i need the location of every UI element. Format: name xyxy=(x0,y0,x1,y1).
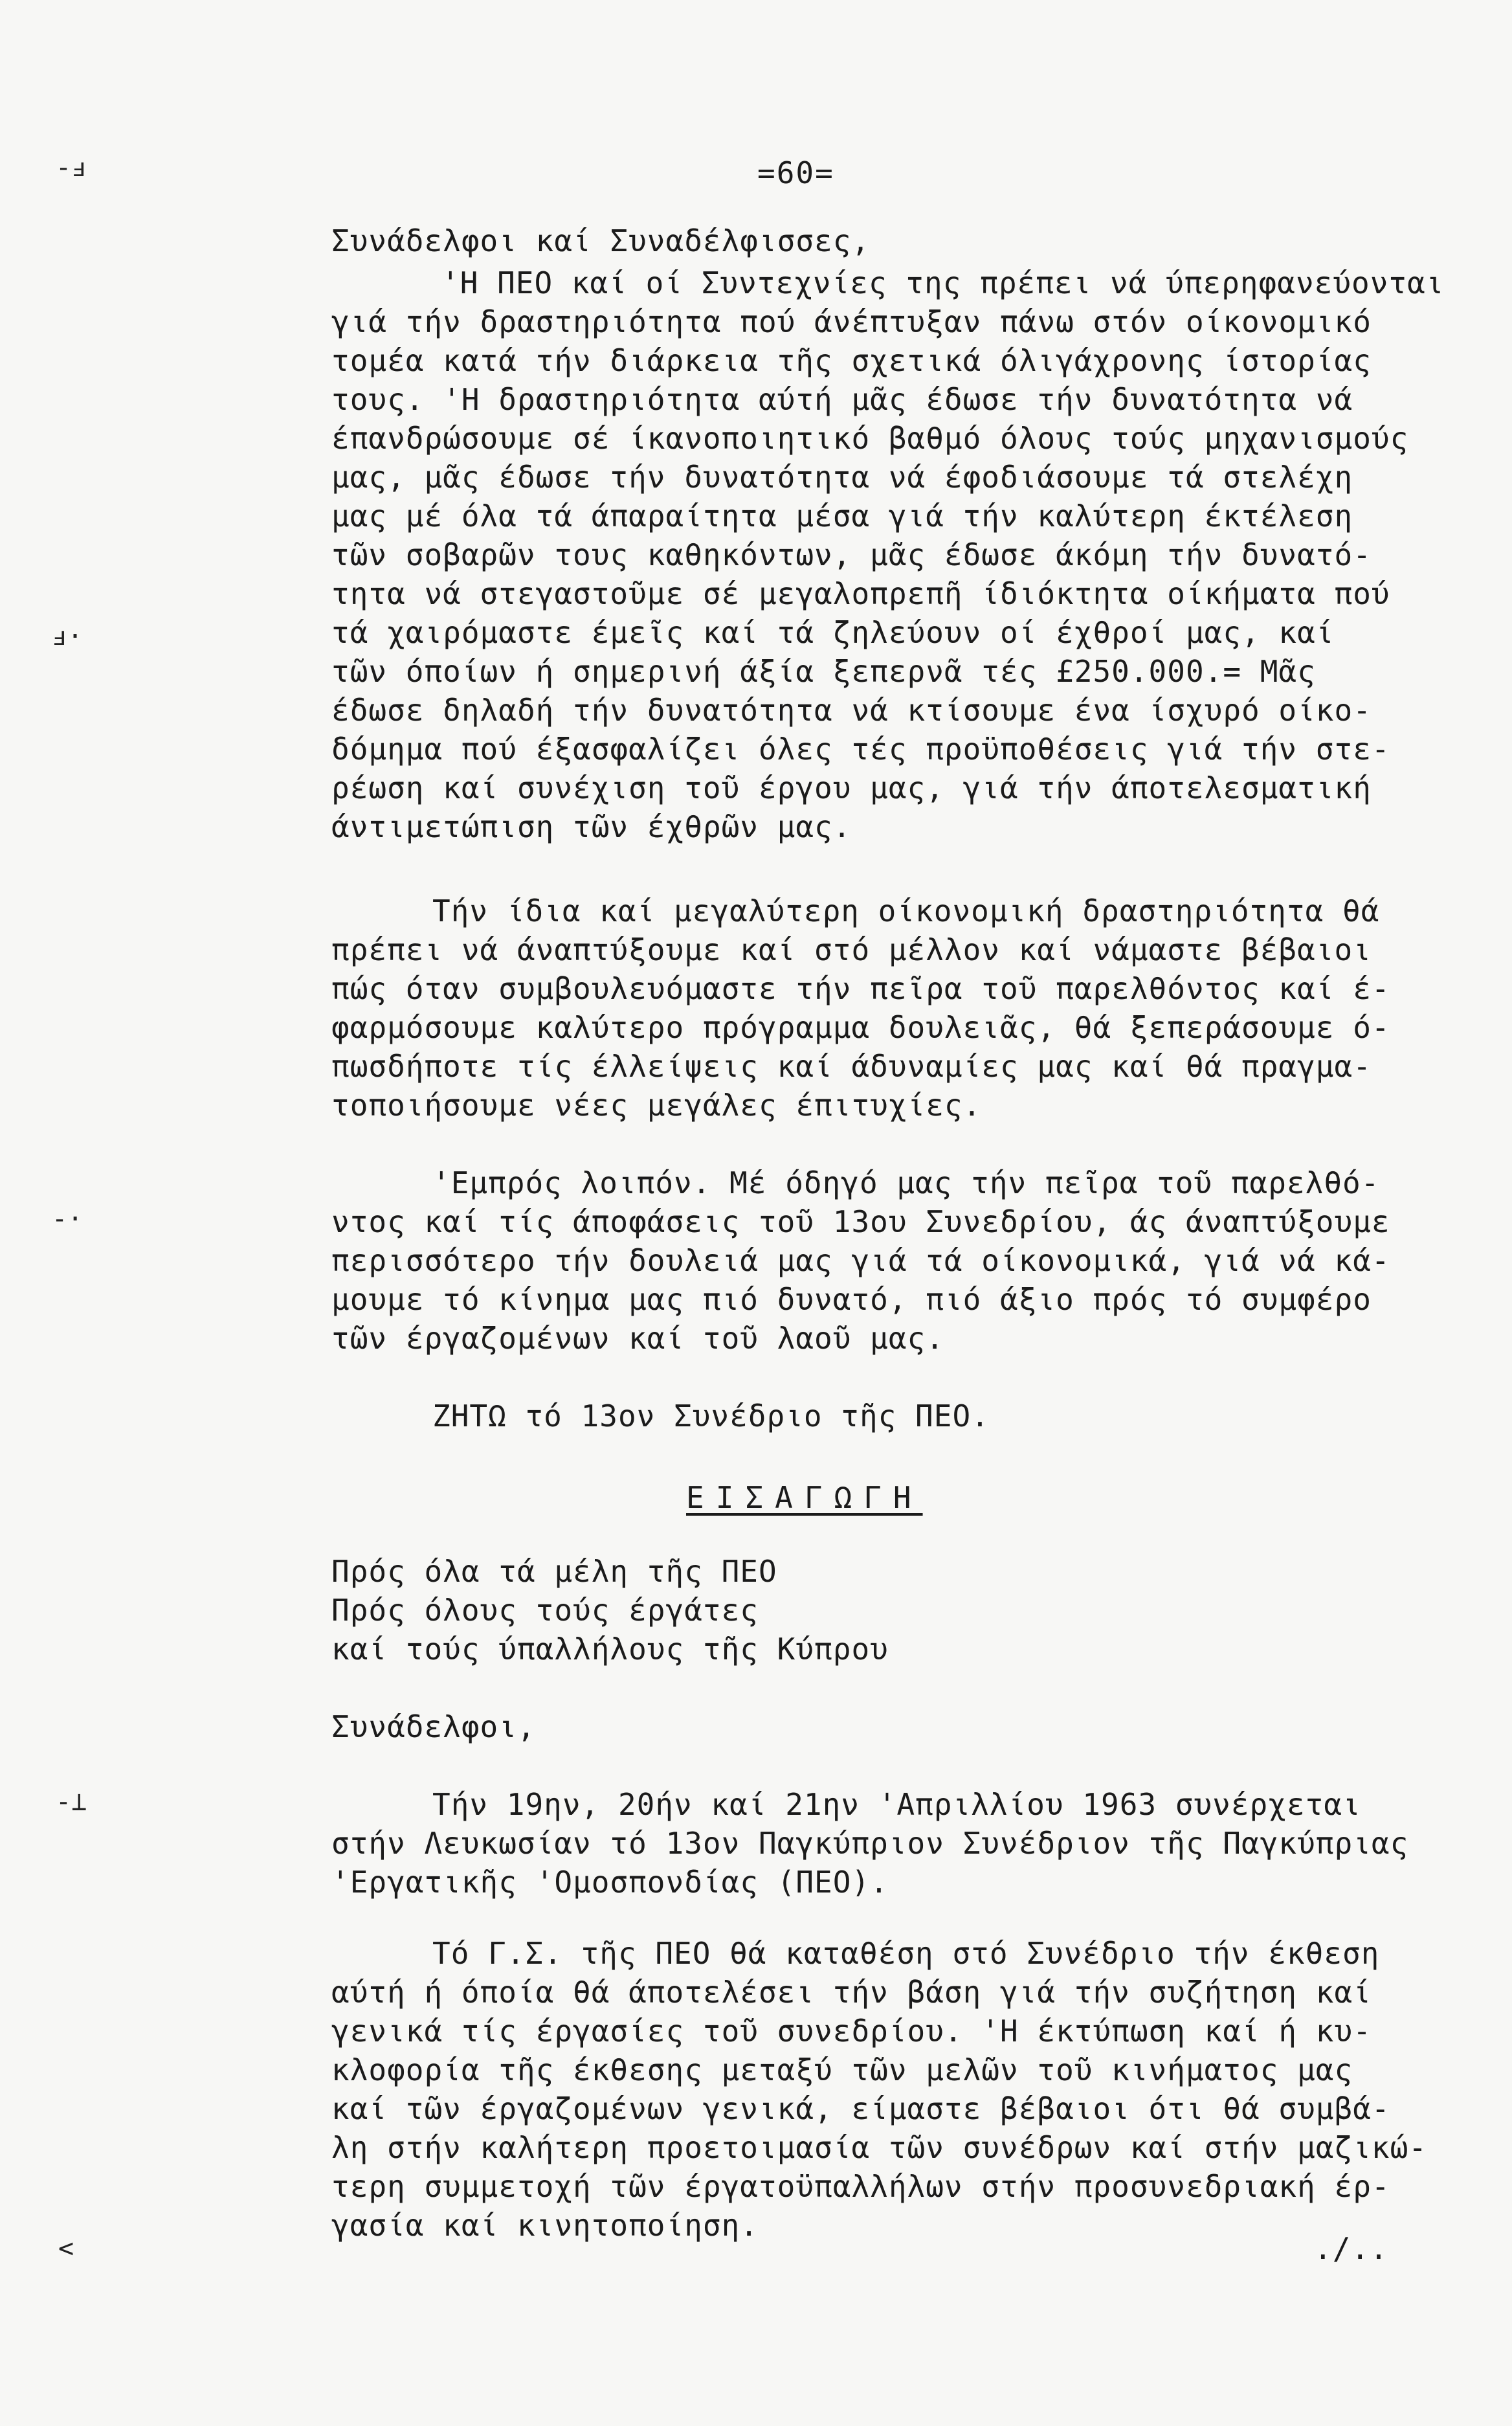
paragraph-3-line: μουμε τό κίνημα μας πιό δυνατό, πιό άξιο πρός τό συμφέρο xyxy=(331,1282,1372,1317)
address-line: Πρός όλους τούς έργάτες xyxy=(331,1593,759,1628)
paragraph-2-line: πωσδήποτε τίς έλλείψεις καί άδυναμίες μας καί θά πραγμα- xyxy=(331,1049,1372,1084)
paragraph-5-line: τερη συμμετοχή τῶν έργατοϋπαλλήλων στήν προσυνεδριακή έρ- xyxy=(331,2169,1390,2204)
address-line: Πρός όλα τά μέλη τῆς ΠΕΟ xyxy=(331,1554,777,1589)
paragraph-2-line: πώς όταν συμβουλευόμαστε τήν πεῖρα τοῦ παρελθόντος καί έ- xyxy=(331,971,1390,1006)
greeting: Συνάδελφοι καί Συναδέλφισσες, xyxy=(331,223,871,258)
paragraph-5-line: αύτή ή όποία θά άποτελέσει τήν βάση γιά τήν συζήτηση καί xyxy=(331,1975,1372,2010)
margin-mark: < xyxy=(58,2234,74,2263)
margin-mark: -ⅎ xyxy=(56,153,87,183)
page-number: =60= xyxy=(757,155,834,190)
paragraph-1-line: ρέωση καί συνέχιση τοῦ έργου μας, γιά τήν άποτελεσματική xyxy=(331,770,1372,805)
paragraph-5-line: καί τῶν έργαζομένων γενικά, είμαστε βέβαιοι ότι θά συμβά- xyxy=(331,2091,1390,2126)
paragraph-5-line: λη στήν καλήτερη προετοιμασία τῶν συνέδρων καί στήν μαζικώ- xyxy=(331,2130,1427,2165)
paragraph-2-line: Τήν ίδια καί μεγαλύτερη οίκονομική δραστηριότητα θά xyxy=(432,893,1380,928)
margin-mark: -⊥ xyxy=(56,1787,87,1817)
paragraph-3-line: ντος καί τίς άποφάσεις τοῦ 13ου Συνεδρίου, άς άναπτύξουμε xyxy=(331,1204,1390,1239)
paragraph-1-line: τητα νά στεγαστοῦμε σέ μεγαλοπρεπῆ ίδιόκτητα οίκήματα πού xyxy=(331,576,1390,611)
paragraph-1-line: τά χαιρόμαστε έμεῖς καί τά ζηλεύουν οί έχθροί μας, καί xyxy=(331,615,1335,650)
paragraph-1-line: τῶν όποίων ή σημερινή άξία ξεπερνᾶ τές £250.000.= Μᾶς xyxy=(331,654,1316,689)
paragraph-1-line: τῶν σοβαρῶν τους καθηκόντων, μᾶς έδωσε άκόμη τήν δυνατό- xyxy=(331,537,1372,572)
paragraph-1-line: 'Η ΠΕΟ καί οί Συντεχνίες της πρέπει νά ύπερηφανεύονται xyxy=(441,265,1445,300)
paragraph-3-line: περισσότερο τήν δουλειά μας γιά τά οίκονομικά, γιά νά κά- xyxy=(331,1243,1390,1278)
paragraph-2-line: τοποιήσουμε νέες μεγάλες έπιτυχίες. xyxy=(331,1088,982,1123)
paragraph-1-line: έπανδρώσουμε σέ ίκανοποιητικό βαθμό όλους τούς μηχανισμούς xyxy=(331,421,1409,456)
paragraph-1-line: γιά τήν δραστηριότητα πού άνέπτυξαν πάνω στόν οίκονομικό xyxy=(331,304,1372,339)
paragraph-3-line: τῶν έργαζομένων καί τοῦ λαοῦ μας. xyxy=(331,1321,944,1356)
paragraph-5-line: γενικά τίς έργασίες τοῦ συνεδρίου. 'Η έκτύπωση καί ή κυ- xyxy=(331,2014,1372,2049)
paragraph-1-line: μας μέ όλα τά άπαραίτητα μέσα γιά τήν καλύτερη έκτέλεση xyxy=(331,499,1353,533)
section-heading: ΕΙΣΑΓΩΓΗ xyxy=(686,1480,923,1515)
paragraph-5-line: Τό Γ.Σ. τῆς ΠΕΟ θά καταθέση στό Συνέδριο τήν έκθεση xyxy=(432,1936,1380,1971)
paragraph-2-line: πρέπει νά άναπτύξουμε καί στό μέλλον καί νάμαστε βέβαιοι xyxy=(331,932,1372,967)
paragraph-1-line: δόμημα πού έξασφαλίζει όλες τές προϋποθέσεις γιά τήν στε- xyxy=(331,732,1390,767)
paragraph-2-line: φαρμόσουμε καλύτερο πρόγραμμα δουλειᾶς, θά ξεπεράσουμε ό- xyxy=(331,1010,1390,1045)
paragraph-5-line: κλοφορία τῆς έκθεσης μεταξύ τῶν μελῶν τοῦ κινήματος μας xyxy=(331,2052,1353,2087)
address-line: καί τούς ύπαλλήλους τῆς Κύπρου xyxy=(331,1632,889,1667)
slogan: ΖΗΤΩ τό 13ον Συνέδριο τῆς ΠΕΟ. xyxy=(432,1398,990,1433)
greeting: Συνάδελφοι, xyxy=(331,1709,536,1744)
paragraph-1-line: τους. 'Η δραστηριότητα αύτή μᾶς έδωσε τήν δυνατότητα νά xyxy=(331,382,1353,417)
margin-mark: -· xyxy=(52,1204,83,1234)
paragraph-1-line: μας, μᾶς έδωσε τήν δυνατότητα νά έφοδιάσουμε τά στελέχη xyxy=(331,460,1353,495)
continuation-mark: ./.. xyxy=(1314,2231,1388,2266)
paragraph-5-line: γασία καί κινητοποίηση. xyxy=(331,2208,759,2243)
paragraph-4-line: στήν Λευκωσίαν τό 13ον Παγκύπριον Συνέδριον τῆς Παγκύπριας xyxy=(331,1826,1409,1861)
paragraph-3-line: 'Εμπρός λοιπόν. Μέ όδηγό μας τήν πεῖρα τοῦ παρελθό- xyxy=(432,1165,1380,1200)
paragraph-4-line: Τήν 19ην, 20ήν καί 21ην 'Απριλλίου 1963 συνέρχεται xyxy=(432,1787,1361,1822)
paragraph-1-line: άντιμετώπιση τῶν έχθρῶν μας. xyxy=(331,809,852,844)
margin-mark: ⅎ· xyxy=(52,622,83,651)
paragraph-1-line: έδωσε δηλαδή τήν δυνατότητα νά κτίσουμε ένα ίσχυρό οίκο- xyxy=(331,693,1372,728)
paragraph-1-line: τομέα κατά τήν διάρκεια τῆς σχετικά όλιγάχρονης ίστορίας xyxy=(331,343,1372,378)
paragraph-4-line: 'Εργατικῆς 'Ομοσπονδίας (ΠΕΟ). xyxy=(331,1865,889,1900)
